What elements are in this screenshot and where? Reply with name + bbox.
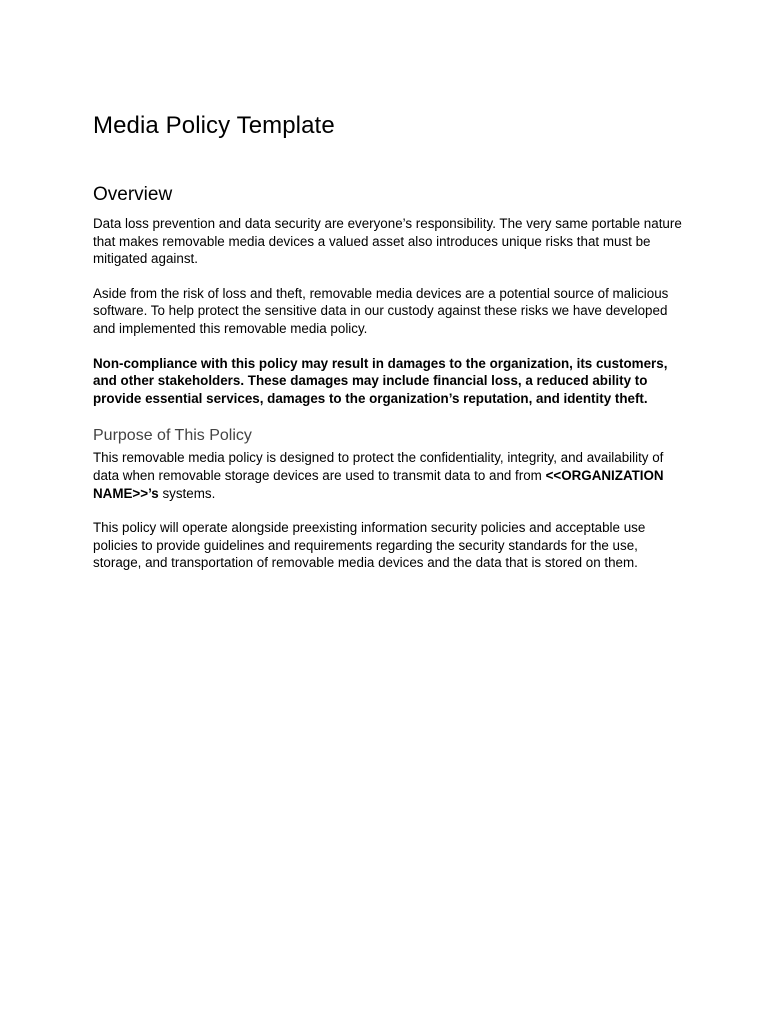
overview-heading: Overview bbox=[93, 184, 173, 205]
page-title: Media Policy Template bbox=[93, 112, 335, 139]
purpose-paragraph-1 bbox=[93, 449, 683, 502]
purpose-paragraph-1-end: systems. bbox=[158, 485, 216, 501]
non-compliance-paragraph: Non-compliance with this policy may result in damages to the organization, its customers, and other stakeholders. These damages may include financial loss, a reduced ability to provide essential services, damages to the organization’s reputation, and identity theft. bbox=[93, 355, 668, 406]
overview-paragraph-2: Aside from the risk of loss and theft, removable media devices are a potential source of malicious software. To help protect the sensitive data in our custody against these risks we have developed and implemented this removable media policy. bbox=[93, 285, 669, 336]
purpose-paragraph-1-start: This removable media policy is designed to protect the confidentiality, integrity, and availability of data when removable storage devices are used to transmit data to and from bbox=[93, 450, 664, 483]
organization-name-placeholder: <<ORGANIZATION NAME>>’s bbox=[93, 467, 664, 501]
document-body bbox=[93, 110, 683, 572]
purpose-heading: Purpose of This Policy bbox=[93, 427, 252, 445]
purpose-paragraph-2: This policy will operate alongside preexisting information security policies and acceptable use policies to provide guidelines and requirements regarding the security standards for the use, storage, and transportation of removable media devices and the data that is stored on them. bbox=[93, 520, 646, 571]
overview-paragraph-1: Data loss prevention and data security are everyone’s responsibility. The very same portable nature that makes removable media devices a valued asset also introduces unique risks that must be mitigated against. bbox=[93, 216, 682, 267]
